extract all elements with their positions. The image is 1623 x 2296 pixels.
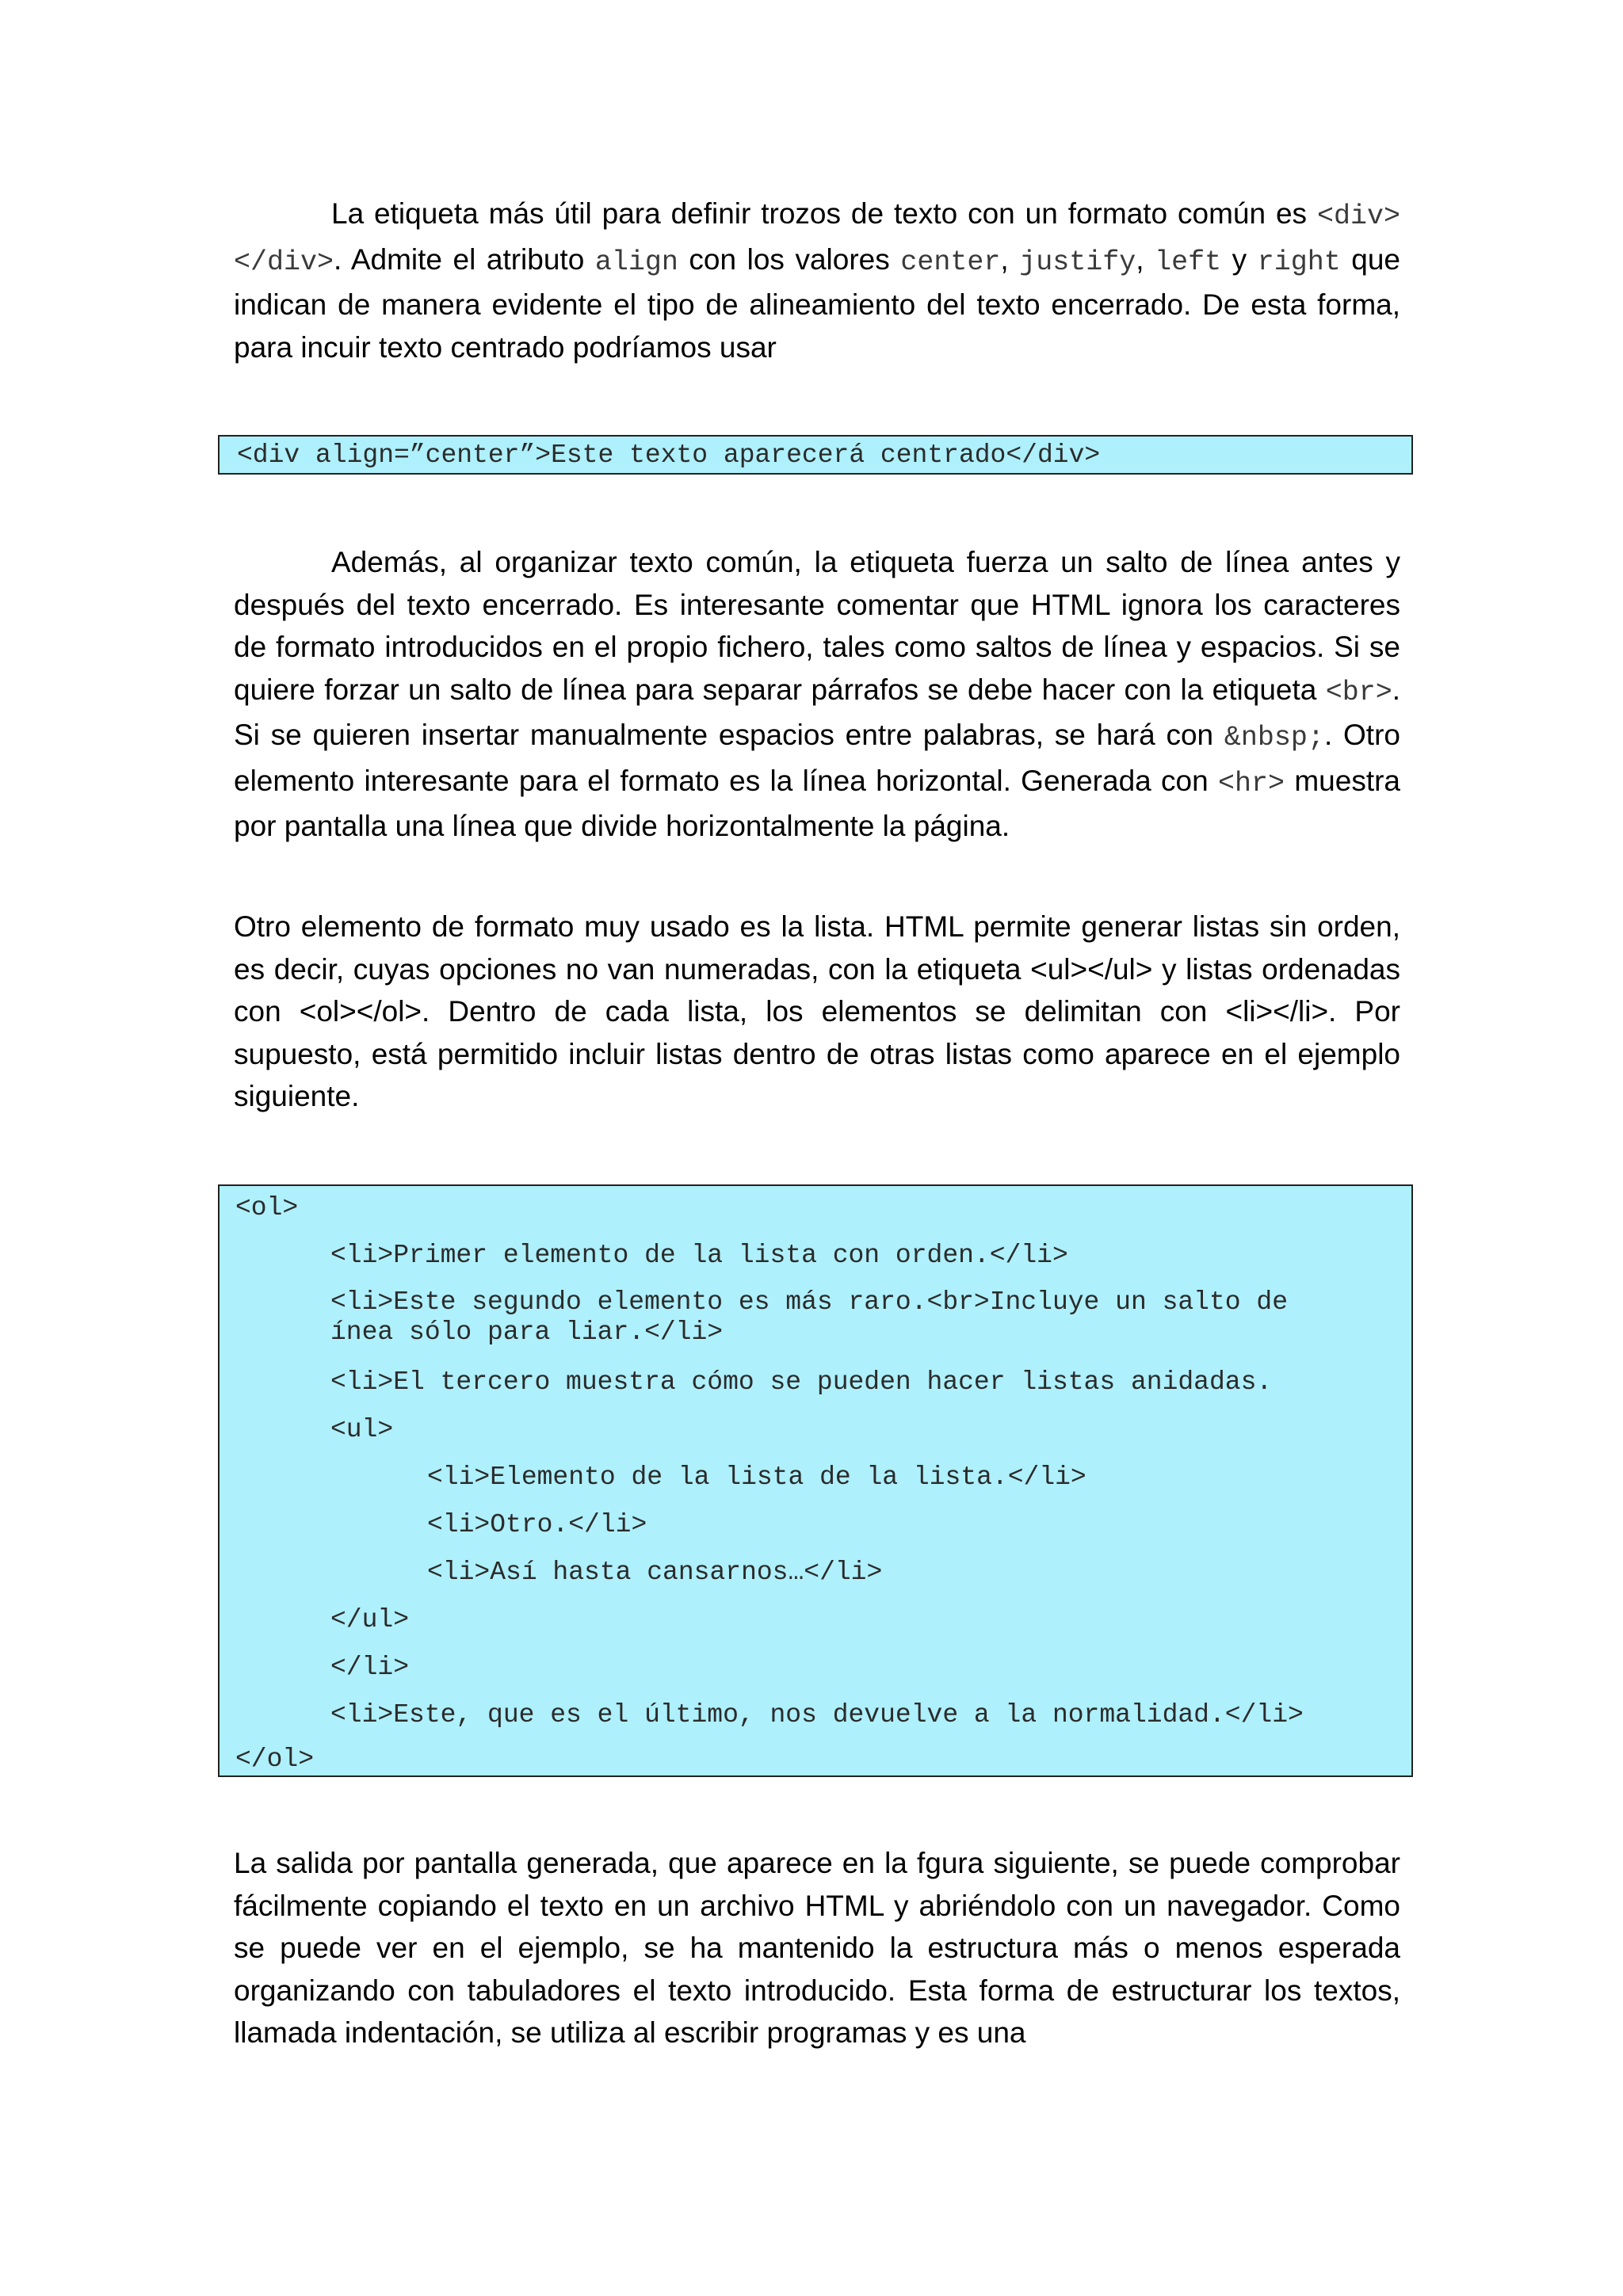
- paragraph-lists: Otro elemento de formato muy usado es la lista. HTML permite generar listas sin orden, es decir, cuyas opciones no van numeradas, con la etiqueta <ul></ul> y listas ordenadas con <ol></ol>. Dentro de cada lista, los elementos se delimitan con <li></li>. Por supuesto, está permitido incluir listas dentro de otras listas como aparece en el ejemplo siguiente.: [234, 910, 1400, 1112]
- paragraph-line-breaks: [234, 541, 1400, 848]
- paragraph-text: La etiqueta más útil para definir trozos de texto con un formato común es: [331, 197, 1317, 230]
- paragraph-text: . Otro elemento interesante para el formato es la línea horizontal. Generada con: [234, 719, 1400, 797]
- code-line: <li>Primer elemento de la lista con orden.</li>: [330, 1241, 1068, 1270]
- code-example-div-center: <div align=”center”>Este texto aparecerá centrado</div>: [218, 435, 1413, 475]
- paragraph-text: que indican de manera evidente el tipo de alineamiento del texto encerrado. De esta forma, para incuir texto centrado podríamos usar: [234, 242, 1401, 364]
- code-line: <li>Este, que es el último, nos devuelve a la normalidad.</li>: [330, 1700, 1304, 1730]
- code-line: <li>Así hasta cansarnos…</li>: [427, 1558, 883, 1587]
- paragraph-text: ,: [1000, 242, 1020, 276]
- paragraph-text: . Si se quieren insertar manualmente espacios entre palabras, se hará con: [234, 673, 1400, 751]
- code-line: <ul>: [330, 1415, 394, 1444]
- code-line: </ul>: [330, 1605, 410, 1634]
- code-line: </ol>: [235, 1745, 315, 1774]
- paragraph-text: Además, al organizar texto común, la etiqueta fuerza un salto de línea antes y después del texto encerrado. Es interesante comentar que HTML ignora los caracteres de formato introducidos en el propio fichero, tales como saltos de línea y espacios. Si se quiere forzar un salto de línea para separar párrafos se debe hacer con la etiqueta: [234, 546, 1400, 706]
- code-line: <li>El tercero muestra cómo se pueden hacer listas anidadas.: [330, 1367, 1273, 1397]
- inline-code: <div></div>: [234, 200, 1400, 278]
- code-line: <li>Otro.</li>: [427, 1510, 647, 1539]
- code-example-lists: [218, 1184, 1413, 1777]
- inline-code: <br>: [1325, 676, 1392, 708]
- paragraph-text: con los valores: [678, 242, 901, 276]
- paragraph-output: La salida por pantalla generada, que aparece en la fgura siguiente, se puede comprobar fácilmente copiando el texto en un archivo HTML y abriéndolo con un navegador. Como se puede ver en el ejemplo, se ha mantenido la estructura más o menos esperada organizando con tabuladores el texto introducido. Esta forma de estructurar los textos, llamada indentación, se utiliza al escribir programas y es una: [234, 1847, 1400, 2049]
- inline-code: &nbsp;: [1224, 722, 1324, 753]
- inline-code: center: [900, 246, 1001, 278]
- inline-code: left: [1155, 246, 1222, 278]
- code-line: <li>Elemento de la lista de la lista.</li>: [427, 1463, 1086, 1492]
- inline-code: justify: [1019, 246, 1136, 278]
- inline-code: right: [1257, 246, 1341, 278]
- paragraph-text: muestra por pantalla una línea que divide horizontalmente la página.: [234, 764, 1400, 842]
- inline-code: <hr>: [1218, 767, 1285, 799]
- code-line: <ol>: [235, 1193, 299, 1222]
- code-line: <li>Este segundo elemento es más raro.<br>Incluye un salto de ínea sólo para liar.</li>: [330, 1287, 1288, 1347]
- paragraph-text: . Admite el atributo: [334, 242, 595, 276]
- code-line: </li>: [330, 1653, 410, 1682]
- paragraph-text: ,: [1136, 242, 1155, 276]
- paragraph-text: y: [1221, 242, 1258, 276]
- paragraph-div-tag: [234, 193, 1400, 368]
- inline-code: align: [594, 246, 678, 278]
